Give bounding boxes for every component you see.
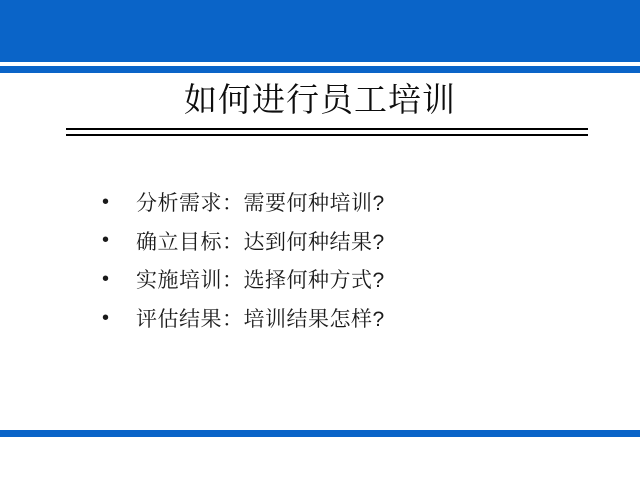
top-blue-band [0, 0, 640, 62]
bullet-item [96, 222, 576, 261]
bullet-list [96, 183, 576, 337]
bullet-text: 确立目标：达到何种结果? [136, 230, 385, 254]
slide-title: 如何进行员工培训 [184, 83, 456, 119]
title-underline-double-rule [66, 128, 588, 136]
bullet-item [96, 260, 576, 299]
bullet-text: 分析需求：需要何种培训? [136, 192, 385, 216]
bullet-item [96, 183, 576, 222]
bullet-text: 评估结果：培训结果怎样? [136, 308, 385, 332]
bottom-blue-stripe [0, 430, 640, 437]
bullet-marker: • [102, 306, 110, 329]
top-blue-stripe [0, 66, 640, 73]
bullet-marker: • [102, 229, 110, 252]
bullet-text: 实施培训：选择何种方式? [136, 269, 385, 293]
title-block [0, 80, 640, 122]
bullet-marker: • [102, 190, 110, 213]
bullet-item [96, 299, 576, 338]
bullet-marker: • [102, 267, 110, 290]
